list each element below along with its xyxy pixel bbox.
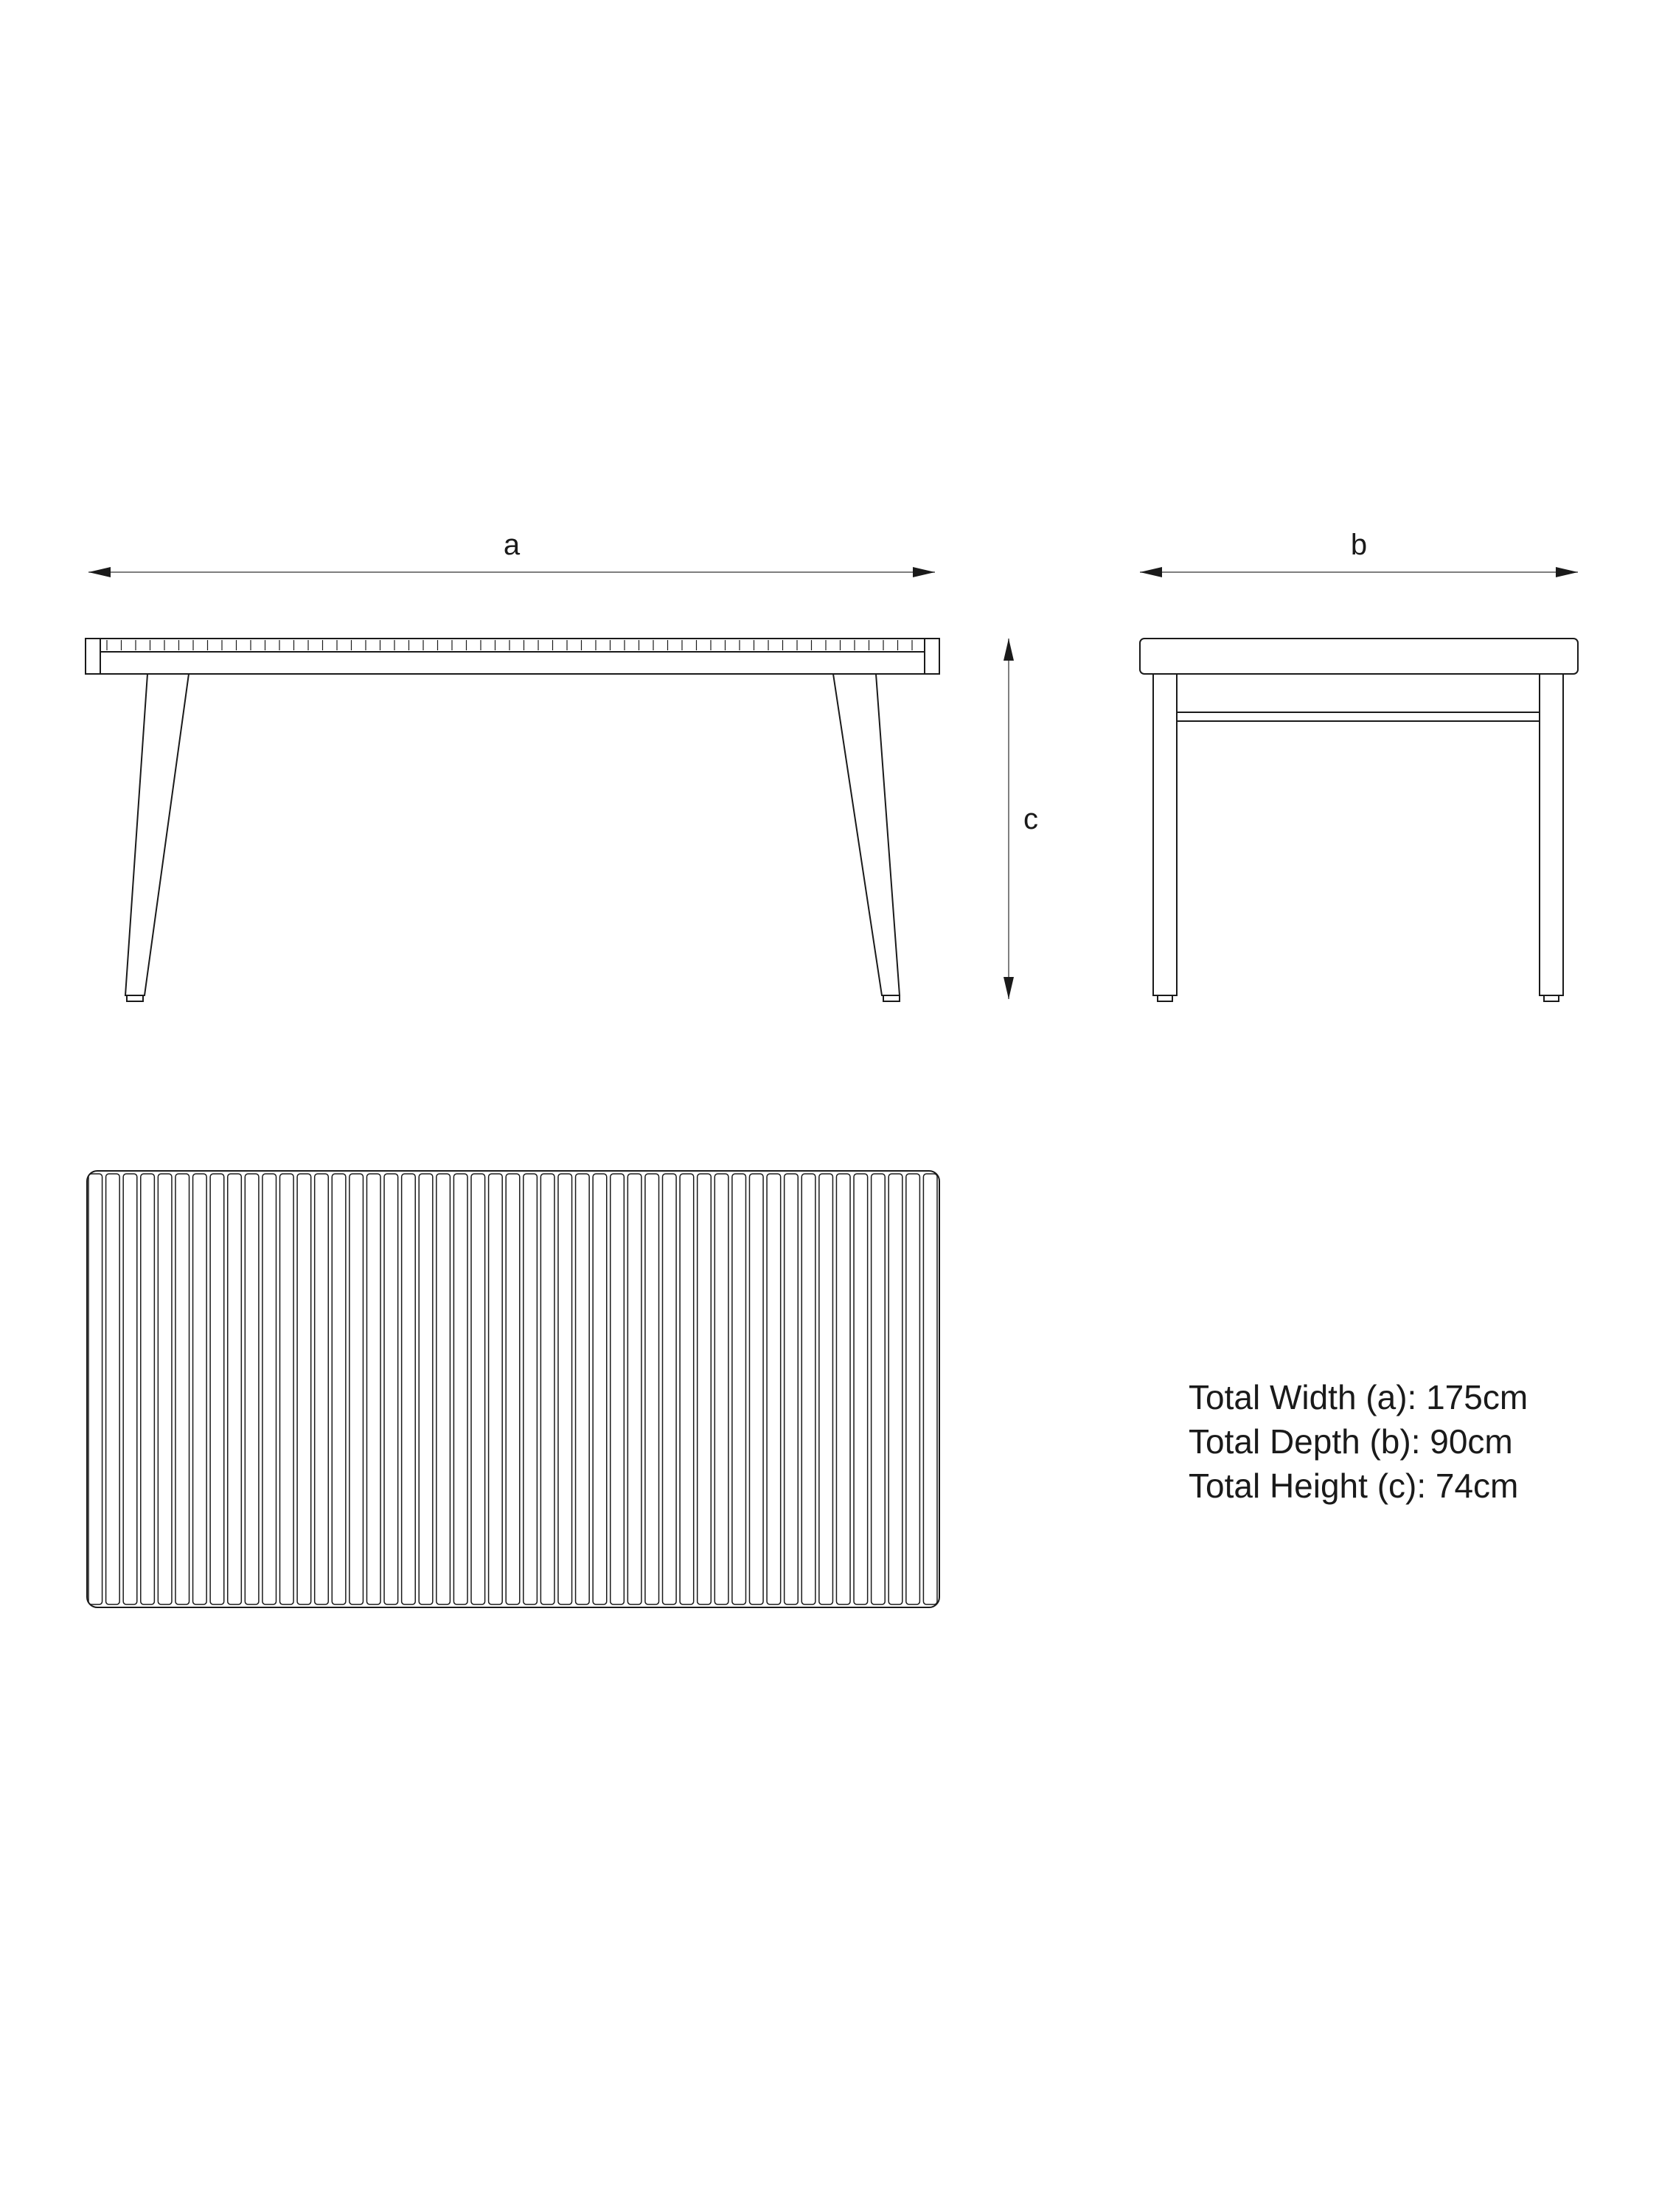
top-slat [262, 1174, 276, 1604]
top-slat [836, 1174, 850, 1604]
top-slat [315, 1174, 329, 1604]
top-slat [88, 1174, 102, 1604]
front-leg-right [833, 674, 900, 995]
top-slat [489, 1174, 503, 1604]
top-slat [228, 1174, 242, 1604]
side-foot-right [1544, 995, 1559, 1001]
top-slat [767, 1174, 781, 1604]
top-slat [245, 1174, 259, 1604]
top-slat [854, 1174, 868, 1604]
side-view [1140, 529, 1578, 1001]
top-view-outline [87, 1171, 939, 1607]
top-view-slats [88, 1174, 937, 1604]
spec-width: Total Width (a): 175cm [1189, 1378, 1528, 1416]
top-slat [698, 1174, 712, 1604]
top-slat [193, 1174, 207, 1604]
top-slat [175, 1174, 189, 1604]
height-label: c [1023, 803, 1038, 835]
width-label: a [503, 529, 521, 561]
width-dimension-line [88, 567, 935, 577]
top-slat [749, 1174, 763, 1604]
top-slat [558, 1174, 572, 1604]
top-slat [888, 1174, 902, 1604]
top-slat [819, 1174, 833, 1604]
top-slat [453, 1174, 467, 1604]
height-dimension-line [1004, 639, 1014, 999]
top-slat [663, 1174, 677, 1604]
top-slat [593, 1174, 607, 1604]
front-leg-left [125, 674, 189, 995]
top-slat [540, 1174, 554, 1604]
top-slat [627, 1174, 641, 1604]
side-stretcher [1177, 712, 1540, 721]
top-slat [506, 1174, 520, 1604]
spec-depth: Total Depth (b): 90cm [1189, 1422, 1513, 1461]
top-slat [419, 1174, 433, 1604]
top-slat [158, 1174, 172, 1604]
side-leg-right [1540, 674, 1563, 995]
side-tabletop [1140, 639, 1578, 674]
top-slat [332, 1174, 346, 1604]
top-slat [297, 1174, 311, 1604]
top-slat [576, 1174, 590, 1604]
top-slat [611, 1174, 625, 1604]
top-slat [123, 1174, 137, 1604]
spec-height: Total Height (c): 74cm [1189, 1467, 1519, 1505]
top-slat [366, 1174, 380, 1604]
front-slat-ticks [107, 640, 912, 650]
front-view [86, 529, 1038, 1001]
top-slat [471, 1174, 485, 1604]
top-slat [280, 1174, 294, 1604]
top-view [87, 1171, 939, 1607]
top-slat [402, 1174, 416, 1604]
dimension-specs [1189, 1375, 1528, 1508]
top-slat [384, 1174, 398, 1604]
top-slat [801, 1174, 815, 1604]
top-slat [923, 1174, 937, 1604]
top-slat [872, 1174, 886, 1604]
top-slat [349, 1174, 364, 1604]
top-slat [714, 1174, 728, 1604]
top-slat [645, 1174, 659, 1604]
top-slat [732, 1174, 746, 1604]
depth-label: b [1350, 529, 1368, 561]
front-foot-right [883, 995, 900, 1001]
side-leg-left [1153, 674, 1177, 995]
top-slat [141, 1174, 155, 1604]
top-slat [106, 1174, 120, 1604]
depth-dimension-line [1140, 567, 1578, 577]
top-slat [785, 1174, 799, 1604]
top-slat [906, 1174, 920, 1604]
top-slat [210, 1174, 224, 1604]
top-slat [437, 1174, 451, 1604]
side-foot-left [1158, 995, 1172, 1001]
top-slat [680, 1174, 694, 1604]
front-foot-left [127, 995, 143, 1001]
top-slat [524, 1174, 538, 1604]
